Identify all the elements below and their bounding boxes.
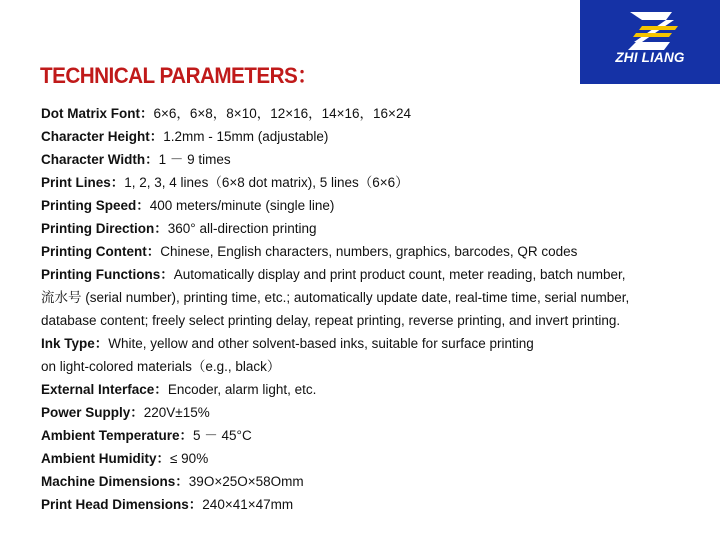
param-label: Printing Speed： xyxy=(41,198,150,213)
param-label: Machine Dimensions： xyxy=(41,474,189,489)
param-label: Ink Type： xyxy=(41,336,109,351)
page-title: TECHNICAL PARAMETERS： xyxy=(40,63,318,88)
param-label: Printing Functions： xyxy=(41,267,174,282)
parameter-list xyxy=(41,102,701,516)
param-value: 360° all-direction printing xyxy=(167,221,317,236)
param-external-interface xyxy=(41,378,701,401)
param-value-continued: database content; freely select printing delay, repeat printing, reverse printing, and invert printing. xyxy=(41,313,621,328)
param-value: 1, 2, 3, 4 lines（6×8 dot matrix), 5 lines（6×6） xyxy=(124,175,409,190)
param-printing-direction xyxy=(41,217,701,240)
zl-monogram-icon xyxy=(580,6,720,52)
param-print-head-dimensions xyxy=(41,493,701,516)
param-value: White, yellow and other solvent-based inks, suitable for surface printing xyxy=(108,336,534,351)
param-value: 1 － 9 times xyxy=(158,152,231,167)
param-printing-functions xyxy=(41,263,701,332)
param-value: 6×6，6×8，8×10，12×16，14×16，16×24 xyxy=(153,106,411,121)
param-character-width xyxy=(41,148,701,171)
param-value: Automatically display and print product count, meter reading, batch number, xyxy=(173,267,626,282)
param-label: Ambient Temperature： xyxy=(41,428,194,443)
param-ambient-humidity xyxy=(41,447,701,470)
param-label: Dot Matrix Font： xyxy=(41,106,154,121)
param-ambient-temperature xyxy=(41,424,701,447)
param-value: 1.2mm - 15mm (adjustable) xyxy=(163,129,329,144)
param-value: ≤ 90% xyxy=(170,451,209,466)
brand-logo xyxy=(580,0,720,84)
param-label: Print Head Dimensions： xyxy=(41,497,203,512)
param-label: Ambient Humidity： xyxy=(41,451,171,466)
param-value-continued: 流水号 (serial number), printing time, etc.; automatically update date, real-time time, serial number, xyxy=(41,290,630,305)
param-label: Power Supply： xyxy=(41,405,144,420)
brand-name: ZHI LIANG xyxy=(615,50,685,65)
param-label: Character Height： xyxy=(41,129,164,144)
param-value: 240×41×47mm xyxy=(202,497,294,512)
param-value: Encoder, alarm light, etc. xyxy=(167,382,317,397)
param-label: External Interface： xyxy=(41,382,168,397)
param-value: Chinese, English characters, numbers, graphics, barcodes, QR codes xyxy=(160,244,578,259)
param-printing-speed xyxy=(41,194,701,217)
param-printing-content xyxy=(41,240,701,263)
param-value: 39O×25O×58Omm xyxy=(188,474,304,489)
param-machine-dimensions xyxy=(41,470,701,493)
param-value: 400 meters/minute (single line) xyxy=(149,198,335,213)
param-power-supply xyxy=(41,401,701,424)
param-label: Printing Content： xyxy=(41,244,161,259)
param-label: Character Width： xyxy=(41,152,159,167)
param-print-lines xyxy=(41,171,701,194)
param-value: 220V±15% xyxy=(143,405,210,420)
param-label: Printing Direction： xyxy=(41,221,168,236)
param-dot-matrix-font xyxy=(41,102,701,125)
param-value-continued: on light-colored materials（e.g., black） xyxy=(41,359,281,374)
param-label: Print Lines： xyxy=(41,175,125,190)
param-character-height xyxy=(41,125,701,148)
param-value: 5 － 45°C xyxy=(193,428,252,443)
param-ink-type xyxy=(41,332,701,378)
